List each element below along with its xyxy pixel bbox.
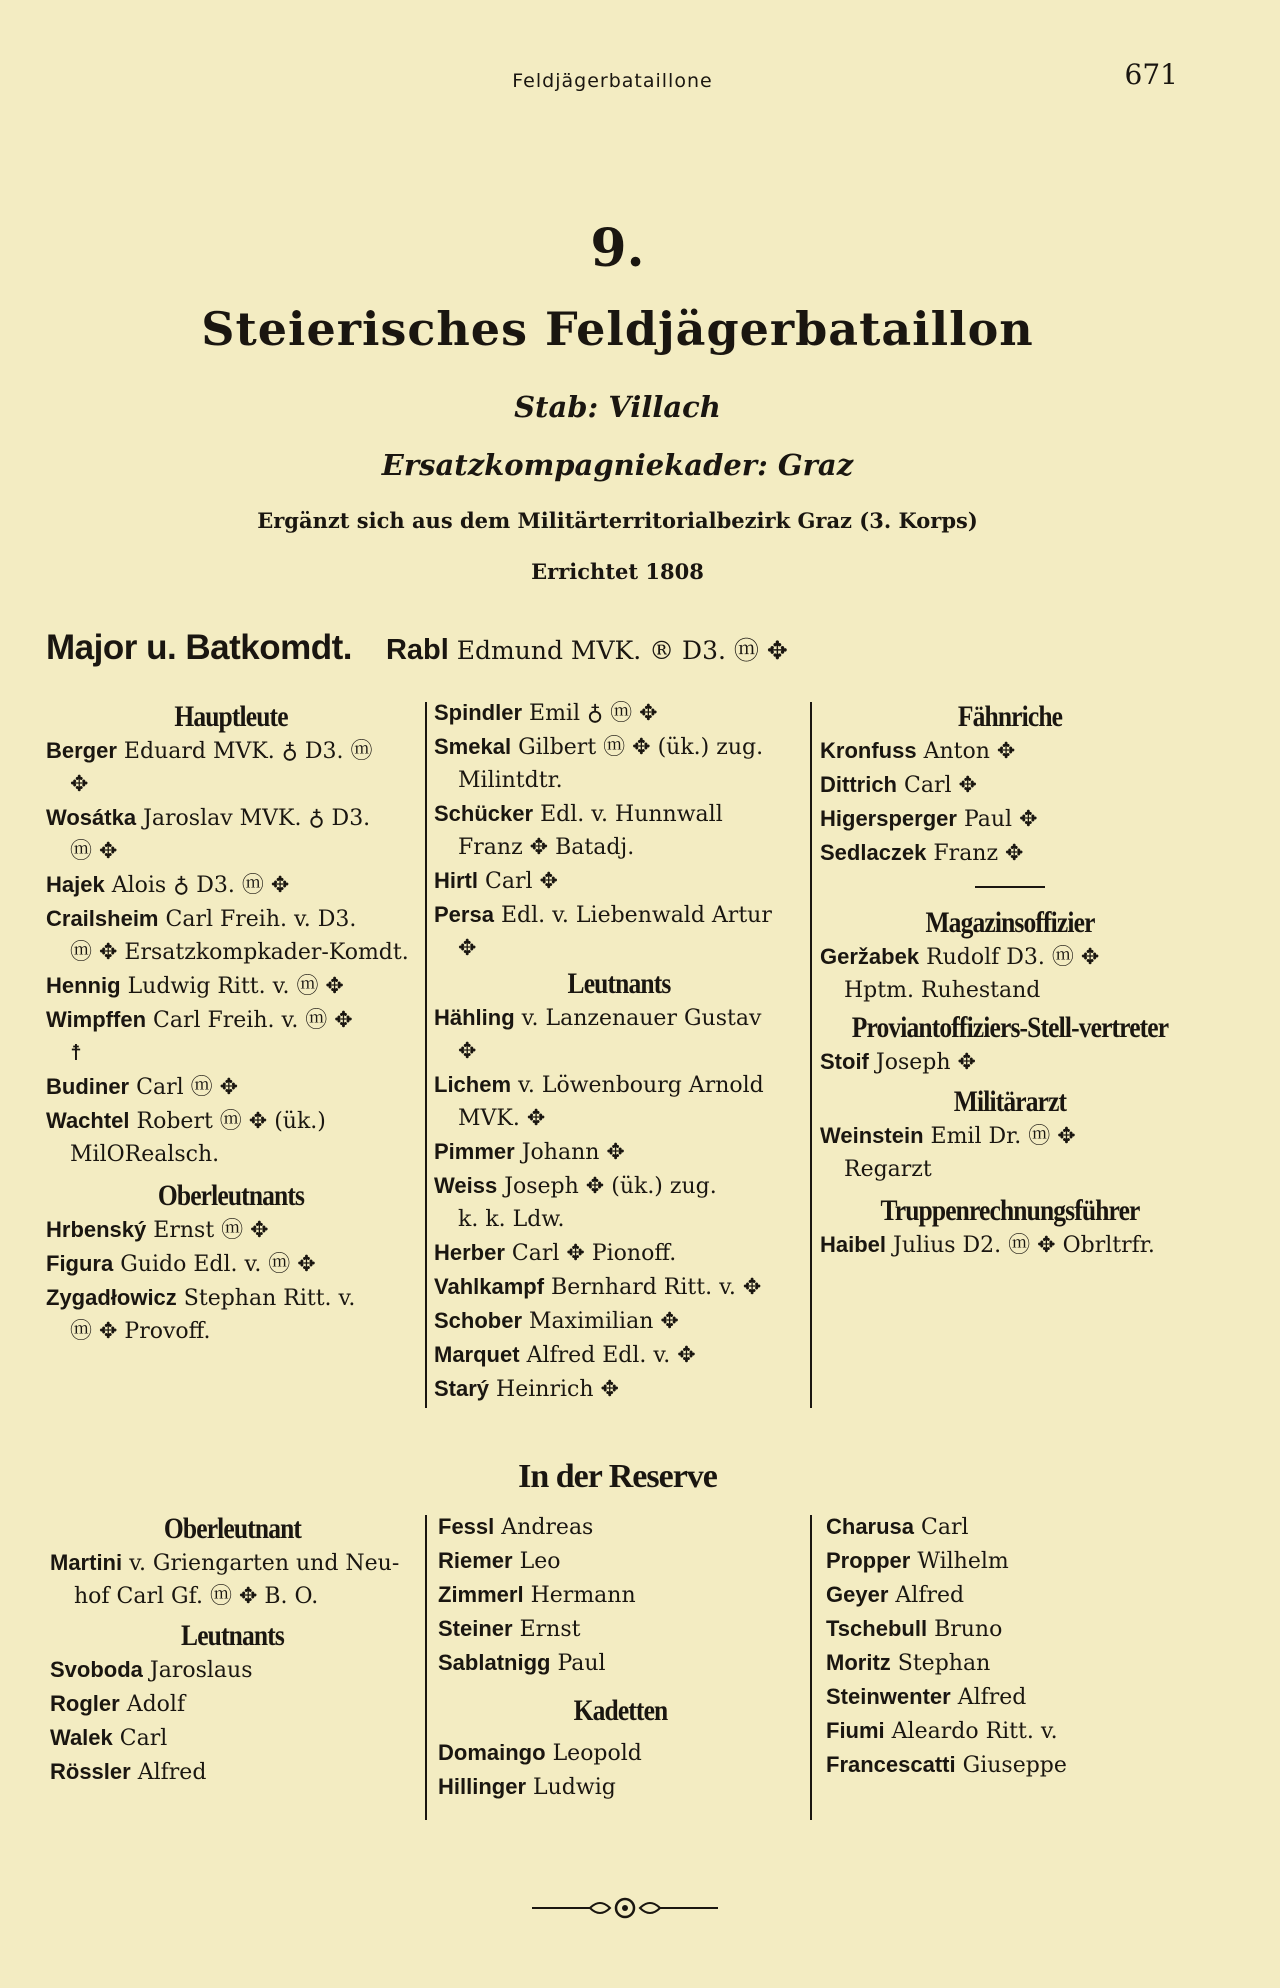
officer-surname: Schücker xyxy=(434,801,534,826)
officer-details: Andreas xyxy=(501,1515,594,1540)
officer-surname: Hajek xyxy=(46,872,105,897)
officer-continuation: ⓜ ✥ Provoff. xyxy=(70,1319,211,1344)
officer-details: Heinrich ✥ xyxy=(496,1377,619,1402)
officer-list xyxy=(820,940,1200,1007)
officer-surname: Wachtel xyxy=(46,1108,130,1133)
officer-list xyxy=(438,1736,803,1804)
stab-line: Stab: Villach xyxy=(514,390,721,424)
section-heading: Fähnriche xyxy=(957,700,1063,733)
officer-details: Aleardo Ritt. v. xyxy=(891,1719,1058,1744)
officer-surname: Spindler xyxy=(434,700,523,725)
officer-entry xyxy=(826,1748,1196,1782)
officer-details: Gilbert ⓜ ✥ (ük.) zug. xyxy=(518,735,764,760)
officer-surname: Wimpffen xyxy=(46,1007,147,1032)
officer-entry xyxy=(434,1372,804,1406)
officer-entry xyxy=(50,1755,415,1789)
officer-surname: Geyer xyxy=(826,1582,889,1607)
officer-surname: Tschebull xyxy=(826,1616,928,1641)
officer-continuation: Regarzt xyxy=(844,1157,932,1182)
officer-details: Alfred xyxy=(957,1685,1027,1710)
officer-details: Emil ♁ ⓜ ✥ xyxy=(529,701,658,726)
officer-surname: Martini xyxy=(50,1550,123,1575)
officer-details: Rudolf D3. ⓜ ✥ xyxy=(926,945,1100,970)
officer-surname: Figura xyxy=(46,1251,114,1276)
ornament-icon xyxy=(530,1893,720,1923)
officer-surname: Lichem xyxy=(434,1072,512,1097)
errichtet-line: Errichtet 1808 xyxy=(531,559,704,584)
officer-entry xyxy=(434,1270,804,1304)
officer-surname: Hrbenský xyxy=(46,1217,147,1242)
officer-details: Giuseppe xyxy=(962,1753,1067,1778)
officer-details: Carl xyxy=(119,1726,168,1751)
officer-details: Alois ♁ D3. ⓜ ✥ xyxy=(111,873,290,898)
officer-surname: Kronfuss xyxy=(820,738,917,763)
officer-entry xyxy=(826,1612,1196,1646)
officer-continuation: ⓜ ✥ xyxy=(70,839,118,864)
officer-entry xyxy=(50,1687,415,1721)
officer-entry xyxy=(826,1680,1196,1714)
running-head: Feldjägerbataillone xyxy=(512,70,713,92)
officer-continuation: MilORealsch. xyxy=(70,1142,220,1167)
officer-surname: Domaingo xyxy=(438,1740,546,1765)
officer-details: Carl Freih. v. ⓜ ✥ xyxy=(153,1008,353,1033)
officer-entry xyxy=(826,1714,1196,1748)
officer-continuation: ☨ xyxy=(70,1041,82,1066)
officer-surname: Svoboda xyxy=(50,1657,143,1682)
officer-surname: Steiner xyxy=(438,1616,513,1641)
officer-details: Wilhelm xyxy=(917,1549,1009,1574)
separator-rule xyxy=(975,886,1045,888)
officer-surname: Wosátka xyxy=(46,805,137,830)
officer-surname: Herber xyxy=(434,1240,505,1265)
officer-list xyxy=(438,1510,803,1680)
officer-surname: Propper xyxy=(826,1548,911,1573)
section-heading: Proviantoffiziers-Stell-vertreter xyxy=(851,1011,1169,1044)
officer-entry xyxy=(46,868,416,902)
officer-details: Stephan Ritt. v. xyxy=(183,1286,356,1311)
officer-list xyxy=(820,1045,1200,1079)
officer-details: Carl ⓜ ✥ xyxy=(136,1075,239,1100)
officer-entry xyxy=(820,940,1200,1007)
officer-entry xyxy=(46,902,416,969)
officer-continuation: ✥ xyxy=(70,772,89,797)
officer-surname: Budiner xyxy=(46,1074,130,1099)
officer-entry xyxy=(820,768,1200,802)
section-heading: Hauptleute xyxy=(174,700,288,733)
officer-surname: Crailsheim xyxy=(46,906,159,931)
commander-rank: Major u. Batkomdt. xyxy=(46,628,353,667)
officer-details: Carl ✥ xyxy=(485,869,558,894)
officer-list xyxy=(820,734,1200,870)
officer-details: v. Lanzenauer Gustav xyxy=(521,1006,762,1031)
officer-entry xyxy=(434,1068,804,1135)
officer-entry xyxy=(820,734,1200,768)
officer-details: Bernhard Ritt. v. ✥ xyxy=(551,1275,762,1300)
officer-details: Joseph ✥ xyxy=(875,1050,976,1075)
reserve-column-2 xyxy=(438,1510,803,1804)
officer-surname: Hennig xyxy=(46,973,121,998)
officer-entry xyxy=(46,734,416,801)
section-heading: Oberleutnant xyxy=(163,1512,302,1545)
officer-entry xyxy=(438,1544,803,1578)
officer-details: Jaroslaus xyxy=(149,1658,253,1683)
officer-list xyxy=(46,734,416,1171)
officer-entry xyxy=(46,1070,416,1104)
officer-surname: Berger xyxy=(46,738,117,763)
officer-continuation: hof Carl Gf. ⓜ ✥ B. O. xyxy=(74,1584,319,1609)
officer-entry xyxy=(820,836,1200,870)
officer-entry xyxy=(434,1135,804,1169)
officer-surname: Starý xyxy=(434,1376,490,1401)
officer-entry xyxy=(438,1510,803,1544)
officer-entry xyxy=(820,1045,1200,1079)
officer-list xyxy=(826,1510,1196,1782)
officer-continuation: Hptm. Ruhestand xyxy=(844,978,1041,1003)
officer-details: Eduard MVK. ♁ D3. ⓜ xyxy=(123,739,373,764)
battalion-number: 9. xyxy=(590,218,645,279)
officer-details: Paul ✥ xyxy=(963,807,1038,832)
officer-details: Edl. v. Liebenwald Artur xyxy=(500,903,772,928)
officer-details: Guido Edl. v. ⓜ ✥ xyxy=(120,1252,316,1277)
officer-surname: Zygadłowicz xyxy=(46,1285,177,1310)
officer-entry xyxy=(438,1770,803,1804)
officer-details: Ludwig Ritt. v. ⓜ ✥ xyxy=(127,974,344,999)
officer-entry xyxy=(434,898,804,965)
column-divider xyxy=(810,702,812,1408)
officer-details: Paul xyxy=(557,1651,606,1676)
officer-entry xyxy=(46,801,416,868)
erganzt-line: Ergänzt sich aus dem Militärterritorialbezirk Graz (3. Korps) xyxy=(257,508,978,533)
column-divider xyxy=(425,702,427,1408)
officer-entry xyxy=(50,1653,415,1687)
officer-entry xyxy=(826,1510,1196,1544)
reserve-heading: In der Reserve xyxy=(518,1458,717,1495)
officer-entry xyxy=(46,1003,416,1070)
officer-details: Alfred xyxy=(895,1583,965,1608)
officer-list xyxy=(50,1546,415,1613)
officer-details: Bruno xyxy=(934,1617,1003,1642)
section-heading: Kadetten xyxy=(573,1694,668,1727)
officer-surname: Riemer xyxy=(438,1548,513,1573)
officer-continuation: ✥ xyxy=(458,936,477,961)
officer-continuation: ⓜ ✥ Ersatzkompkader-Komdt. xyxy=(70,940,409,965)
officer-surname: Moritz xyxy=(826,1650,891,1675)
officer-surname: Zimmerl xyxy=(438,1582,524,1607)
officer-surname: Francescatti xyxy=(826,1752,956,1777)
officer-entry xyxy=(434,1169,804,1236)
officer-details: Franz ✥ xyxy=(933,841,1024,866)
officer-details: Julius D2. ⓜ ✥ Obrltrfr. xyxy=(893,1233,1155,1258)
officer-surname: Steinwenter xyxy=(826,1684,951,1709)
officer-entry xyxy=(46,1104,416,1171)
officer-surname: Rössler xyxy=(50,1759,131,1784)
officer-details: Carl ✥ Pionoff. xyxy=(511,1241,677,1266)
officer-entry xyxy=(50,1721,415,1755)
officer-details: Anton ✥ xyxy=(923,739,1016,764)
officer-entry xyxy=(434,864,804,898)
officer-entry xyxy=(50,1546,415,1613)
officer-details: v. Löwenbourg Arnold xyxy=(518,1073,764,1098)
officer-continuation: MVK. ✥ xyxy=(458,1106,546,1131)
officer-details: Carl ✥ xyxy=(904,773,977,798)
officer-continuation: ✥ xyxy=(458,1039,477,1064)
officer-surname: Weiss xyxy=(434,1173,498,1198)
officer-details: Maximilian ✥ xyxy=(529,1309,679,1334)
commander-line xyxy=(46,628,788,668)
officer-details: Robert ⓜ ✥ (ük.) xyxy=(136,1109,326,1134)
officer-details: Adolf xyxy=(126,1692,186,1717)
officer-entry xyxy=(438,1612,803,1646)
officer-surname: Hirtl xyxy=(434,868,478,893)
officer-list xyxy=(434,696,804,965)
column-1 xyxy=(46,700,416,1348)
officer-surname: Weinstein xyxy=(820,1123,924,1148)
officer-details: Joseph ✥ (ük.) zug. xyxy=(504,1174,717,1199)
section-heading: Leutnants xyxy=(181,1619,284,1652)
officer-details: Stephan xyxy=(897,1651,991,1676)
officer-surname: Smekal xyxy=(434,734,512,759)
officer-entry xyxy=(826,1544,1196,1578)
officer-list xyxy=(434,1001,804,1406)
officer-continuation: k. k. Ldw. xyxy=(458,1207,565,1232)
column-divider xyxy=(810,1515,812,1820)
officer-surname: Schober xyxy=(434,1308,523,1333)
officer-entry xyxy=(46,1247,416,1281)
officer-surname: Pimmer xyxy=(434,1139,515,1164)
column-3 xyxy=(820,700,1200,1262)
section-heading: Oberleutnants xyxy=(157,1179,305,1212)
officer-details: Jaroslav MVK. ♁ D3. xyxy=(143,806,371,831)
officer-surname: Charusa xyxy=(826,1514,915,1539)
officer-details: v. Griengarten und Neu- xyxy=(129,1551,400,1576)
officer-entry xyxy=(434,1338,804,1372)
officer-surname: Higersperger xyxy=(820,806,957,831)
officer-details: Edl. v. Hunnwall xyxy=(540,802,723,827)
officer-surname: Hähling xyxy=(434,1005,515,1030)
officer-details: Ludwig xyxy=(533,1775,616,1800)
section-heading: Leutnants xyxy=(567,967,671,1000)
commander-details: Edmund MVK. ® D3. ⓜ ✥ xyxy=(456,636,788,665)
officer-entry xyxy=(438,1646,803,1680)
officer-surname: Sablatnigg xyxy=(438,1650,551,1675)
reserve-column-1 xyxy=(50,1512,415,1789)
officer-details: Johann ✥ xyxy=(521,1140,625,1165)
officer-list xyxy=(50,1653,415,1789)
officer-entry xyxy=(438,1736,803,1770)
officer-continuation: Milintdtr. xyxy=(458,768,563,793)
section-heading: Militärarzt xyxy=(953,1085,1067,1118)
officer-details: Ernst xyxy=(519,1617,581,1642)
officer-surname: Geržabek xyxy=(820,944,920,969)
commander-surname: Rabl xyxy=(385,634,449,666)
officer-entry xyxy=(46,1281,416,1348)
officer-entry xyxy=(438,1578,803,1612)
officer-surname: Fessl xyxy=(438,1514,495,1539)
column-divider xyxy=(425,1515,427,1820)
officer-surname: Haibel xyxy=(820,1232,887,1257)
officer-details: Alfred Edl. v. ✥ xyxy=(526,1343,696,1368)
officer-entry xyxy=(826,1646,1196,1680)
officer-list xyxy=(46,1213,416,1348)
officer-list xyxy=(820,1228,1200,1262)
officer-surname: Hillinger xyxy=(438,1774,527,1799)
column-2 xyxy=(434,696,804,1406)
officer-entry xyxy=(46,969,416,1003)
officer-details: Alfred xyxy=(137,1760,207,1785)
officer-entry xyxy=(46,1213,416,1247)
page-title: Steierisches Feldjägerbataillon xyxy=(201,302,1034,356)
officer-entry xyxy=(820,802,1200,836)
officer-continuation: Franz ✥ Batadj. xyxy=(458,835,635,860)
officer-surname: Walek xyxy=(50,1725,113,1750)
officer-details: Hermann xyxy=(530,1583,636,1608)
officer-entry xyxy=(434,1001,804,1068)
officer-surname: Fiumi xyxy=(826,1718,885,1743)
reserve-column-3 xyxy=(826,1510,1196,1782)
officer-details: Leo xyxy=(519,1549,561,1574)
officer-surname: Sedlaczek xyxy=(820,840,927,865)
officer-surname: Persa xyxy=(434,902,494,927)
officer-surname: Vahlkampf xyxy=(434,1274,545,1299)
officer-surname: Stoif xyxy=(820,1049,869,1074)
officer-details: Leopold xyxy=(552,1741,642,1766)
officer-entry xyxy=(434,1304,804,1338)
officer-entry xyxy=(434,797,804,864)
officer-entry xyxy=(434,696,804,730)
officer-details: Ernst ⓜ ✥ xyxy=(153,1218,269,1243)
officer-list xyxy=(820,1119,1200,1186)
officer-entry xyxy=(434,1236,804,1270)
officer-surname: Marquet xyxy=(434,1342,520,1367)
officer-details: Emil Dr. ⓜ ✥ xyxy=(930,1124,1076,1149)
officer-entry xyxy=(826,1578,1196,1612)
officer-details: Carl xyxy=(921,1515,969,1540)
section-heading: Truppenrechnungsführer xyxy=(880,1194,1140,1227)
officer-entry xyxy=(820,1119,1200,1186)
officer-details: Carl Freih. v. D3. xyxy=(165,907,357,932)
page-number: 671 xyxy=(1124,58,1178,91)
officer-surname: Dittrich xyxy=(820,772,897,797)
officer-surname: Rogler xyxy=(50,1691,120,1716)
officer-entry xyxy=(434,730,804,797)
ersatz-line: Ersatzkompagniekader: Graz xyxy=(381,448,854,482)
officer-entry xyxy=(820,1228,1200,1262)
section-heading: Magazinsoffizier xyxy=(925,906,1095,939)
